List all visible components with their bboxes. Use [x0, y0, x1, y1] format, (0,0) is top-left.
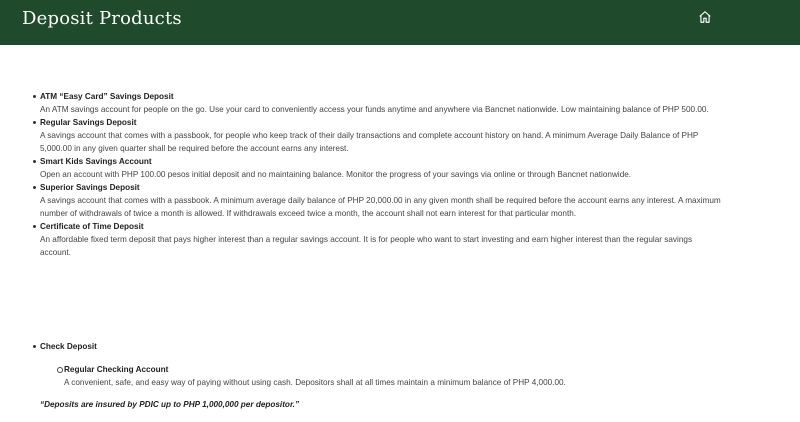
checking-account-list: [40, 363, 800, 389]
list-item: [40, 116, 724, 155]
product-description: An affordable fixed term deposit that pays higher interest than a regular savings account. It is for people who want to start investing and earn higher interest than the regular savings account.: [40, 235, 693, 257]
check-deposit-section: [0, 340, 800, 389]
product-name: Smart Kids Savings Account: [40, 157, 152, 166]
list-item: [40, 340, 800, 389]
product-list-section: [0, 90, 800, 259]
list-item: [40, 90, 724, 116]
product-name: Superior Savings Deposit: [40, 183, 140, 192]
product-description: An ATM savings account for people on the go. Use your card to conveniently access your funds anytime and anywhere via Bancnet nationwide. Low maintaining balance of PHP 500.00.: [40, 105, 709, 114]
list-item: [40, 181, 724, 220]
product-name: Regular Savings Deposit: [40, 118, 137, 127]
pdic-disclaimer: “Deposits are insured by PDIC up to PHP 1,000,000 per depositor.”: [40, 400, 300, 409]
page-title: Deposit Products: [22, 8, 182, 29]
product-name: Certificate of Time Deposit: [40, 222, 144, 231]
list-item: [40, 155, 724, 181]
checking-account-name: Regular Checking Account: [64, 365, 169, 374]
check-deposit-title: Check Deposit: [40, 342, 97, 351]
checking-account-description: A convenient, safe, and easy way of paying without using cash. Depositors shall at all times maintain a minimum balance of PHP 4,000.00.: [64, 378, 566, 387]
check-deposit-list: [0, 340, 800, 389]
product-name: ATM “Easy Card” Savings Deposit: [40, 92, 174, 101]
product-description: A savings account that comes with a passbook, for people who keep track of their daily transactions and complete account history on hand. A minimum Average Daily Balance of PHP 5,000.00 in any given quarter shall be required before the account earns any interest.: [40, 131, 699, 153]
home-icon: [698, 10, 712, 24]
product-description: Open an account with PHP 100.00 pesos initial deposit and no maintaining balance. Monitor the progress of your savings via online or through Bancnet nationwide.: [40, 170, 632, 179]
page-header: [0, 0, 800, 45]
list-item: [40, 220, 724, 259]
home-button[interactable]: [697, 9, 713, 25]
list-item: [64, 363, 800, 389]
product-description: A savings account that comes with a passbook. A minimum average daily balance of PHP 20,000.00 in any given month shall be required before the account earns any interest. A maximum number of withdrawals of twice a month is allowed. If withdrawals exceed twice a month, the account shall not earn interest for that particular month.: [40, 196, 721, 218]
product-list: [0, 90, 800, 259]
